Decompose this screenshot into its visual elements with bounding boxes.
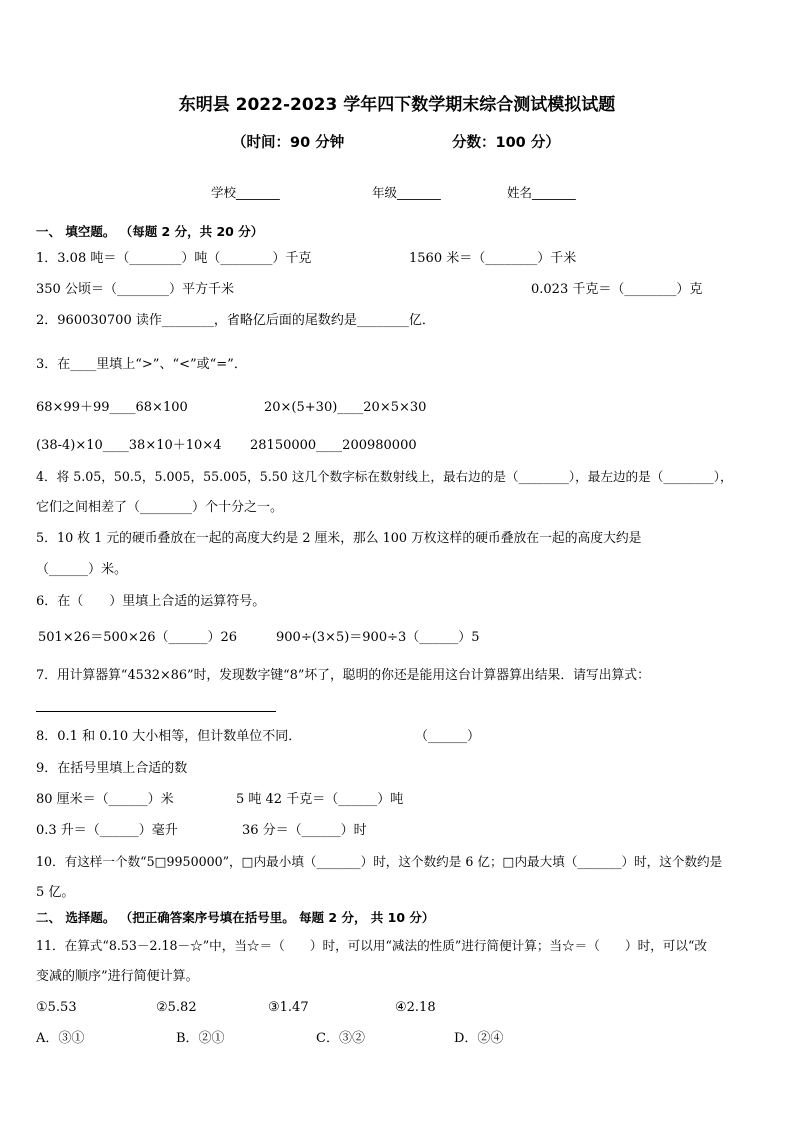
question-1a: 1．3.08 吨＝（________）吨（________）千克: [36, 251, 312, 266]
exam-title: 东明县 2022-2023 学年四下数学期末综合测试模拟试题: [178, 95, 616, 115]
question-7: 7．用计算器算“4532×86”时，发现数字键“8”坏了，聪明的你还是能用这台计算器算出结果．请写出算式：: [36, 668, 650, 683]
option-3: ③1.47: [268, 1000, 309, 1015]
grade-field: 年级_______: [372, 185, 441, 200]
question-9b: 5 吨 42 千克＝（______）吨: [236, 792, 404, 807]
answer-line: [36, 711, 276, 712]
question-1c: 350 公顷＝（________）平方千米: [36, 282, 234, 297]
question-8-bracket: （______）: [415, 729, 481, 744]
name-field: 姓名_______: [507, 185, 576, 200]
question-1b: 1560 米＝（________）千米: [409, 251, 577, 266]
question-3d: 28150000____200980000: [250, 438, 417, 453]
question-9d: 36 分＝（______）时: [242, 823, 367, 838]
school-field: 学校_______: [211, 185, 280, 200]
question-4a: 4．将 5.05，50.5，5.005，55.005，5.50 这几个数字标在数射线上，最右边的是（________），最左边的是（________），: [36, 469, 733, 484]
question-9a: 80 厘米＝（______）米: [36, 792, 174, 807]
option-1: ①5.53: [36, 1000, 77, 1015]
question-2: 2．960030700 读作________，省略亿后面的尾数约是________亿．: [36, 313, 435, 328]
question-3b: 20×(5+30)____20×5×30: [264, 400, 427, 415]
question-11a: 11．在算式“8.53－2.18－☆”中，当☆＝（ ）时，可以用“减法的性质”进行简便计算；当☆＝（ ）时，可以“改: [36, 938, 708, 953]
question-1d: 0.023 千克＝（________）克: [531, 282, 703, 297]
question-8: 8．0.1 和 0.10 大小相等，但计数单位不同．: [36, 729, 302, 744]
exam-time: （时间：90 分钟: [232, 135, 345, 151]
question-5a: 5．10 枚 1 元的硬币叠放在一起的高度大约是 2 厘米，那么 100 万枚这样的硬币叠放在一起的高度大约是: [36, 531, 642, 546]
question-10b: 5 亿。: [36, 885, 75, 900]
question-4b: 它们之间相差了（________）个十分之一。: [36, 500, 284, 515]
question-3a: 68×99＋99____68×100: [36, 400, 188, 415]
choice-d: D．②④: [454, 1031, 504, 1046]
section-fill-heading: 一、 填空题。 （每题 2 分，共 20 分）: [36, 224, 264, 239]
choice-c: C．③②: [316, 1031, 365, 1046]
question-6a: 501×26＝500×26（______）26: [38, 630, 238, 645]
question-6: 6．在（ ）里填上合适的运算符号。: [36, 594, 266, 609]
question-9: 9．在括号里填上合适的数: [36, 761, 188, 776]
exam-score: 分数：100 分）: [452, 135, 560, 151]
question-11b: 变减的顺序”进行简便计算。: [36, 969, 199, 984]
question-3: 3．在____里填上“>”、“<”或“=”．: [36, 357, 247, 372]
option-4: ④2.18: [395, 1000, 436, 1015]
question-9c: 0.3 升＝（______）毫升: [36, 823, 178, 838]
question-3c: (38-4)×10____38×10＋10×4: [36, 438, 222, 453]
question-10a: 10．有这样一个数“5□9950000”，□内最小填（_______）时，这个数约是 6 亿；□内最大填（_______）时，这个数约是: [36, 854, 723, 869]
choice-b: B．②①: [176, 1031, 225, 1046]
choice-a: A．③①: [36, 1031, 85, 1046]
section-choice-heading: 二、 选择题。 （把正确答案序号填在括号里。 每题 2 分， 共 10 分）: [36, 910, 435, 925]
option-2: ②5.82: [156, 1000, 197, 1015]
question-5b: （______）米。: [36, 562, 128, 577]
question-6b: 900÷(3×5)＝900÷3（______）5: [276, 630, 480, 645]
